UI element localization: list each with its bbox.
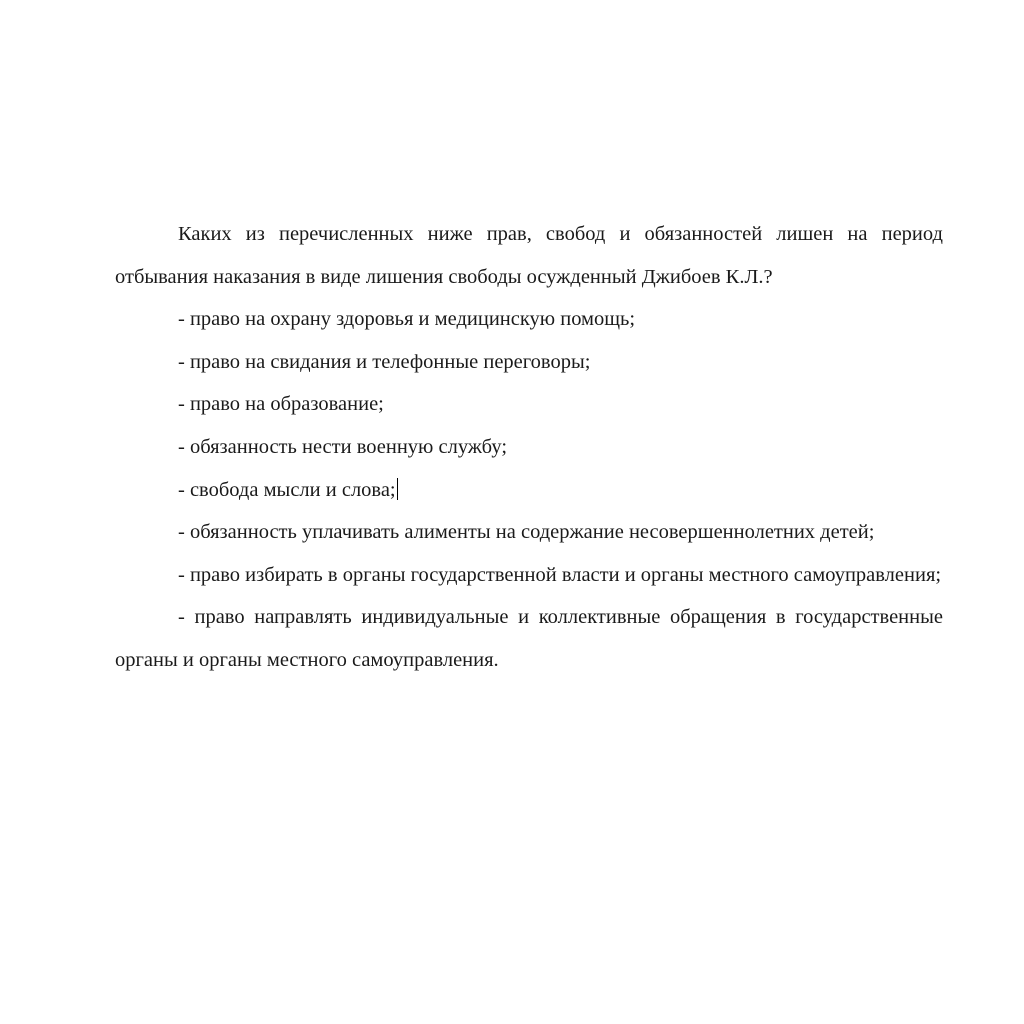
list-item[interactable]: - право избирать в органы государственной власти и органы местного самоуправления; (178, 563, 942, 586)
list-item[interactable]: - право на охрану здоровья и медицинскую помощь; (178, 308, 636, 331)
list-item-with-cursor[interactable] (115, 469, 943, 512)
text-cursor (397, 478, 398, 500)
list-item[interactable]: - право на свидания и телефонные переговоры; (178, 350, 591, 373)
list-item[interactable]: - право на образование; (178, 393, 384, 416)
document-body[interactable] (115, 213, 943, 682)
question-paragraph[interactable]: Каких из перечисленных ниже прав, свобод и обязанностей лишен на период отбывания наказания в виде лишения свободы осужденный Джибоев К.Л.? (115, 223, 943, 288)
list-item[interactable]: - обязанность нести военную службу; (178, 435, 508, 458)
list-item-text[interactable]: - свобода мысли и слова; (178, 478, 396, 501)
list-item[interactable]: - право направлять индивидуальные и коллективные обращения в государственные органы и органы местного самоуправления. (115, 606, 943, 671)
list-item[interactable]: - обязанность уплачивать алименты на содержание несовершеннолетних детей; (178, 521, 875, 544)
